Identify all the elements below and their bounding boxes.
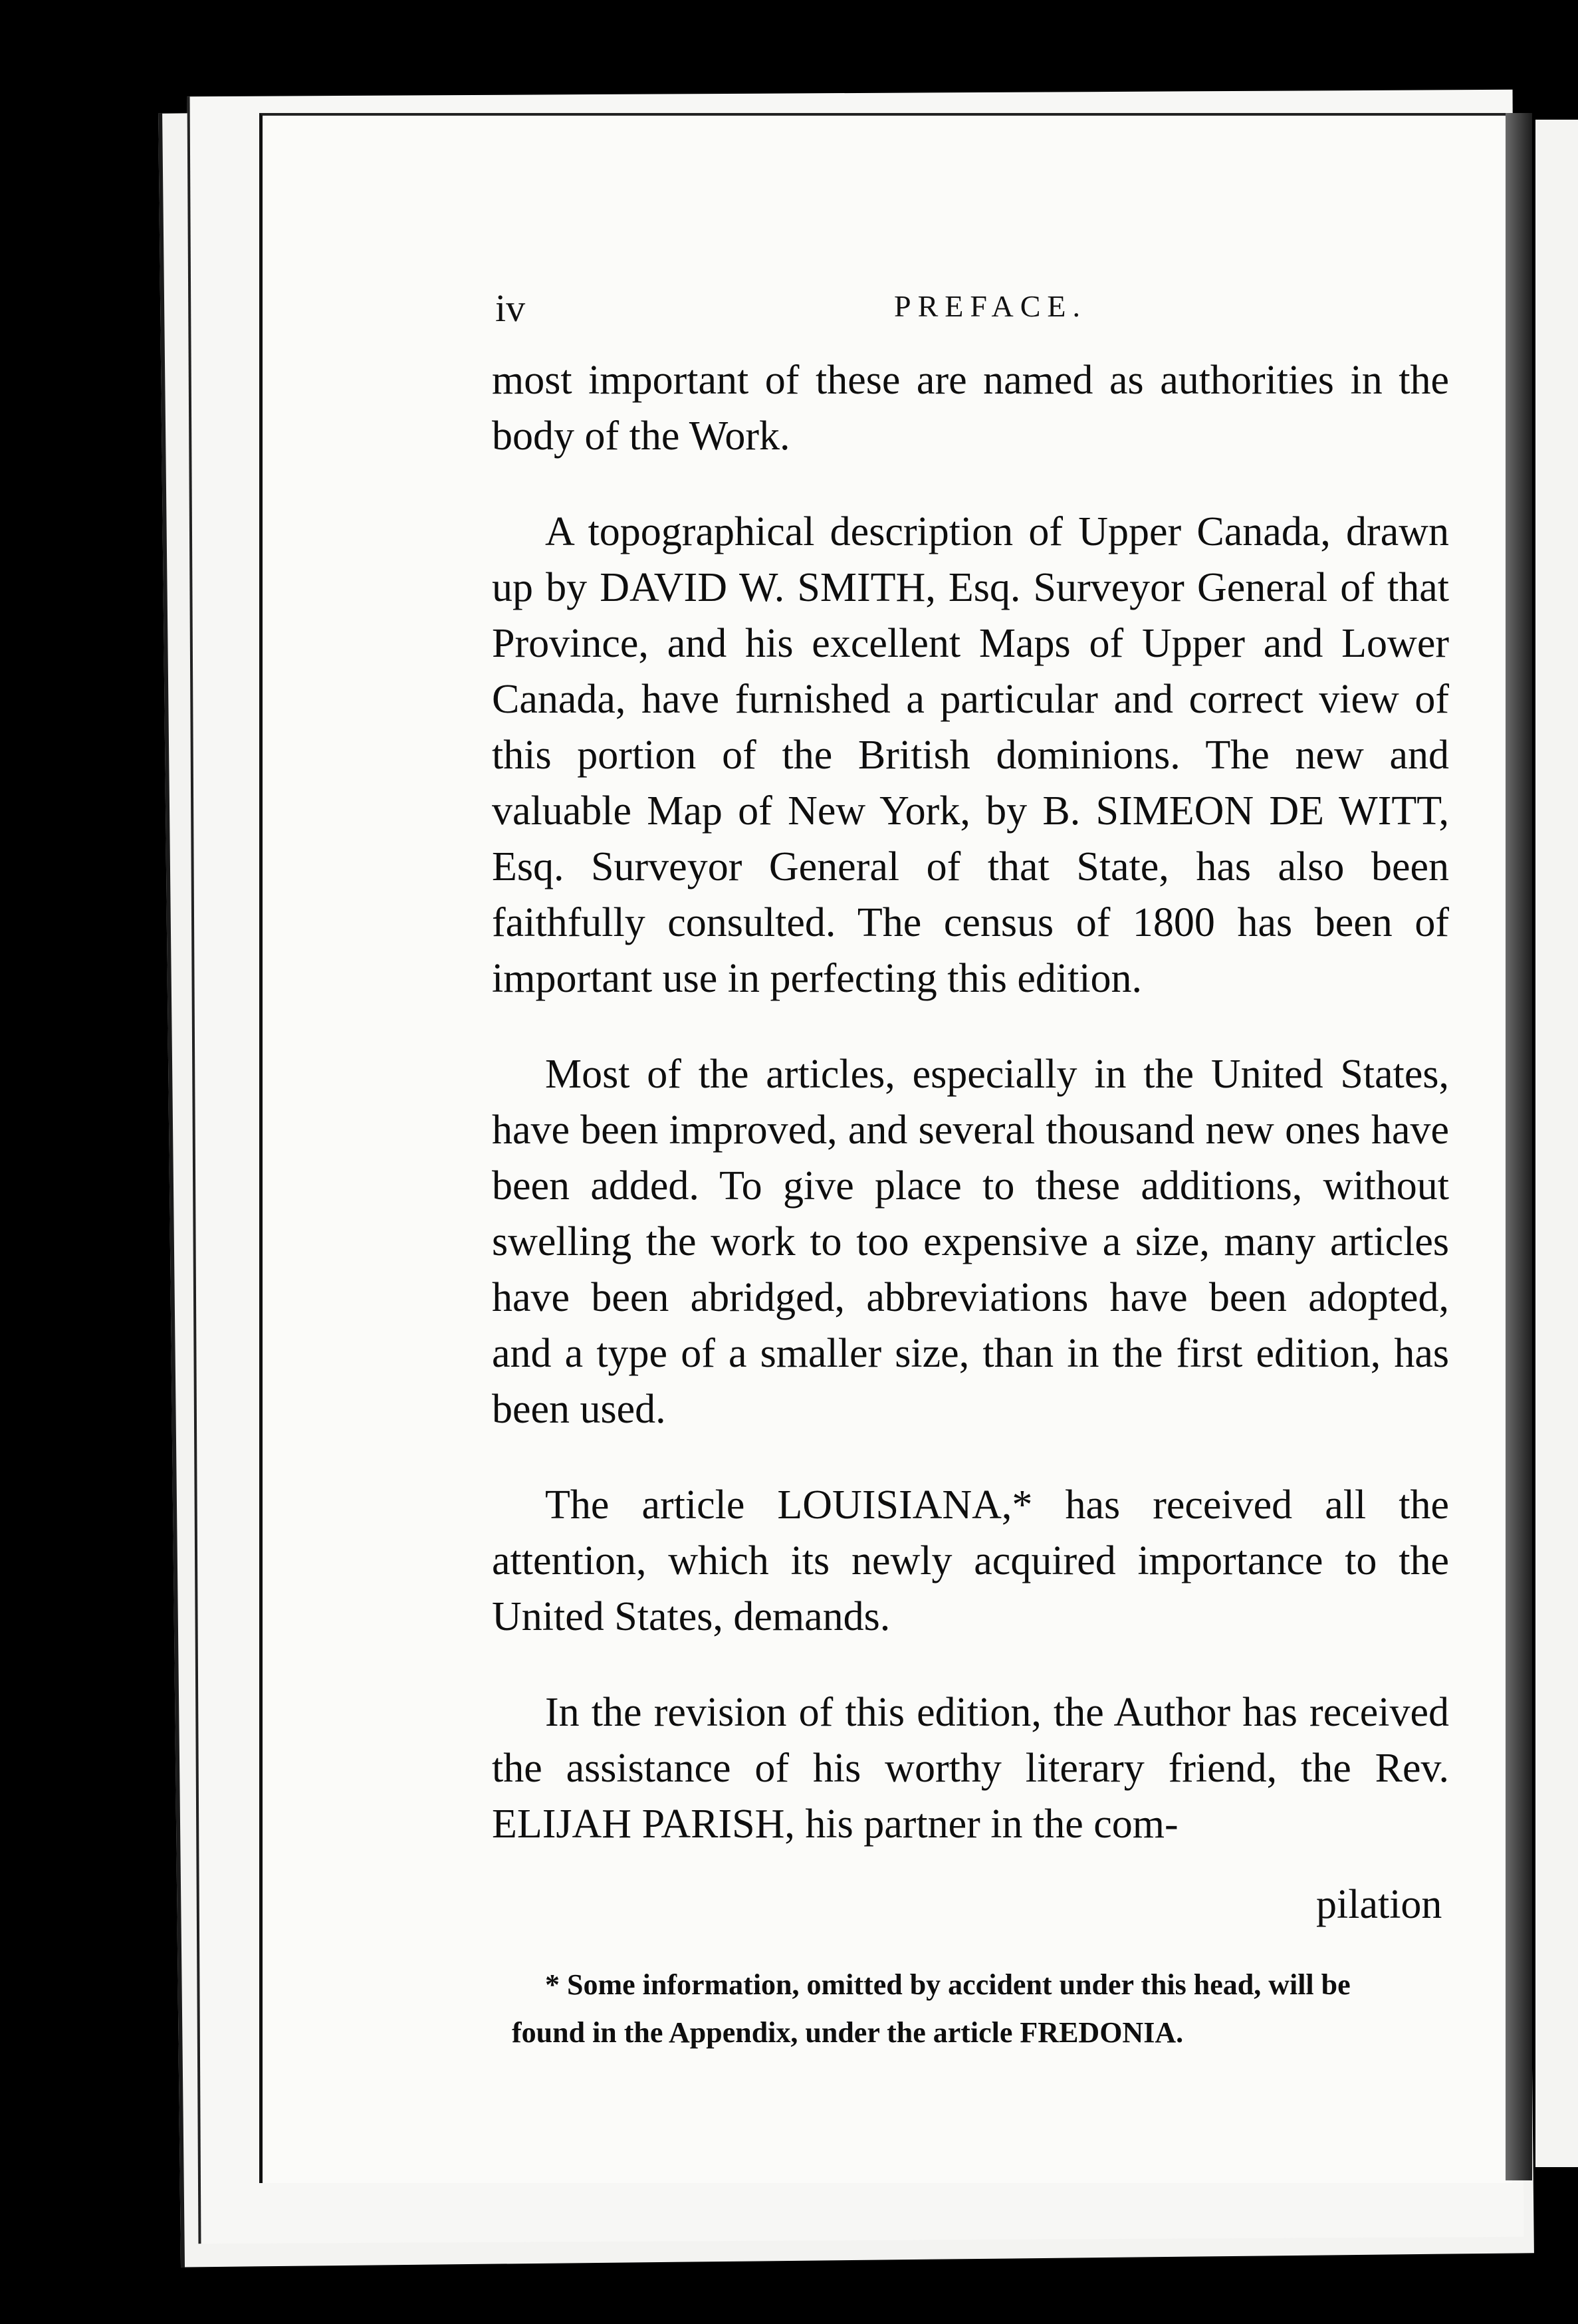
- paragraph-3: Most of the articles, especially in the United States, have been improved, and several thousand new ones have been added. To give place to these additions, without swelling the work to too expensive a size, many articles have been abridged, abbreviations have been adopted, and a type of a smaller size, than in the first edition, has been used.: [492, 1052, 1449, 1432]
- catchword: pilation: [1316, 1882, 1442, 1927]
- footnote-line-1: * Some information, omitted by accident under this head, will be: [545, 1968, 1351, 2001]
- paragraph-2: A topographical description of Upper Canada, drawn up by DAVID W. SMITH, Esq. Surveyor General of that Province, and his excellent Maps of Upper and Lower Canada, have furnished a particular and correct view of this portion of the British dominions. The new and valuable Map of New York, by B. SIMEON DE WITT, Esq. Surveyor General of that State, has also been faithfully consulted. The census of 1800 has been of important use in perfecting this edition.: [492, 509, 1449, 1001]
- facing-page-edge: [1535, 120, 1578, 2167]
- paragraph-1: most important of these are named as authorities in the body of the Work.: [492, 358, 1449, 459]
- page-number: iv: [495, 287, 526, 330]
- body-text: [492, 352, 1449, 1892]
- book-spine: [1506, 113, 1532, 2180]
- page-header: [495, 279, 1452, 339]
- footnote-line-2: found in the Appendix, under the article FREDONIA.: [512, 2016, 1184, 2049]
- paragraph-5: In the revision of this edition, the Author has received the assistance of his worthy literary friend, the Rev. ELIJAH PARISH, his partner in the com-: [492, 1690, 1449, 1847]
- running-head: PREFACE.: [894, 289, 1087, 323]
- footnote: [512, 1961, 1476, 2057]
- paragraph-4: The article LOUISIANA,* has received all the attention, which its newly acquired importance to the United States, demands.: [492, 1482, 1449, 1639]
